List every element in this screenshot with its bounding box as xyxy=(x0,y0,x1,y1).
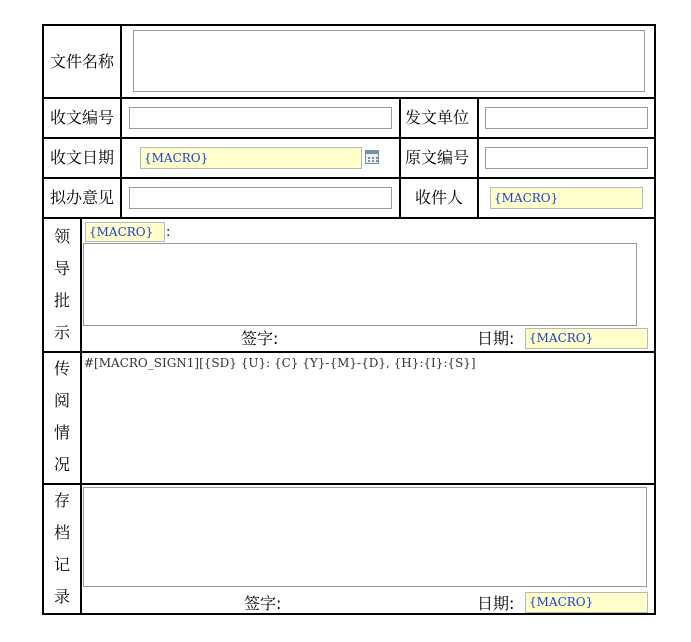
archive-comment-area[interactable] xyxy=(83,487,647,587)
row-divider xyxy=(44,217,654,219)
circulation-char: 阅 xyxy=(53,391,70,410)
archive-signature-label: 签字: xyxy=(244,594,282,613)
leader-approval-char: 示 xyxy=(53,323,70,342)
calendar-icon[interactable] xyxy=(365,150,379,164)
leader-approval-label xyxy=(44,221,80,349)
row-divider xyxy=(44,177,654,179)
file-name-field[interactable] xyxy=(133,30,645,92)
receipt-form xyxy=(42,24,656,615)
row-divider xyxy=(44,483,654,485)
receipt-number-label: 收文编号 xyxy=(50,108,115,127)
row-divider xyxy=(44,97,654,99)
leader-approval-char: 领 xyxy=(53,227,70,246)
col-divider xyxy=(80,217,82,615)
archive-record-char: 录 xyxy=(53,587,70,606)
leader-approval-char: 导 xyxy=(53,259,70,278)
original-number-label: 原文编号 xyxy=(405,148,470,167)
circulation-label xyxy=(44,353,80,481)
archive-record-label xyxy=(44,485,80,613)
leader-macro[interactable]: {MACRO} xyxy=(85,222,165,242)
row-divider xyxy=(44,137,654,139)
leader-date-label: 日期: xyxy=(477,329,515,348)
col-divider xyxy=(120,26,122,217)
col-divider xyxy=(399,97,401,217)
archive-date-macro[interactable]: {MACRO} xyxy=(525,592,648,613)
leader-date-macro[interactable]: {MACRO} xyxy=(525,328,648,349)
archive-date-label: 日期: xyxy=(477,594,515,613)
archive-record-char: 记 xyxy=(53,555,70,574)
circulation-char: 情 xyxy=(53,423,70,442)
leader-colon: : xyxy=(166,225,171,240)
proposed-opinion-input[interactable] xyxy=(129,187,392,209)
proposed-opinion-label: 拟办意见 xyxy=(50,188,115,207)
receipt-date-macro[interactable]: {MACRO} xyxy=(140,147,362,169)
circulation-char: 传 xyxy=(53,359,70,378)
leader-approval-char: 批 xyxy=(53,291,70,310)
leader-comment-area[interactable] xyxy=(83,243,637,326)
archive-record-char: 档 xyxy=(53,523,70,542)
row-divider xyxy=(44,351,654,353)
circulation-template: #[MACRO_SIGN1][{SD} {U}: {C} {Y}-{M}-{D}, {H}:{I}:{S}] xyxy=(84,356,476,370)
file-name-label: 文件名称 xyxy=(50,52,115,71)
original-number-input[interactable] xyxy=(485,147,648,169)
leader-signature-label: 签字: xyxy=(241,329,279,348)
recipient-macro[interactable]: {MACRO} xyxy=(490,187,643,209)
circulation-char: 况 xyxy=(53,455,70,474)
col-divider xyxy=(477,97,479,217)
receipt-number-input[interactable] xyxy=(129,107,392,129)
archive-record-char: 存 xyxy=(53,491,70,510)
receipt-date-label: 收文日期 xyxy=(50,148,115,167)
recipient-label: 收件人 xyxy=(415,188,464,207)
sender-unit-label: 发文单位 xyxy=(405,108,470,127)
sender-unit-input[interactable] xyxy=(485,107,648,129)
